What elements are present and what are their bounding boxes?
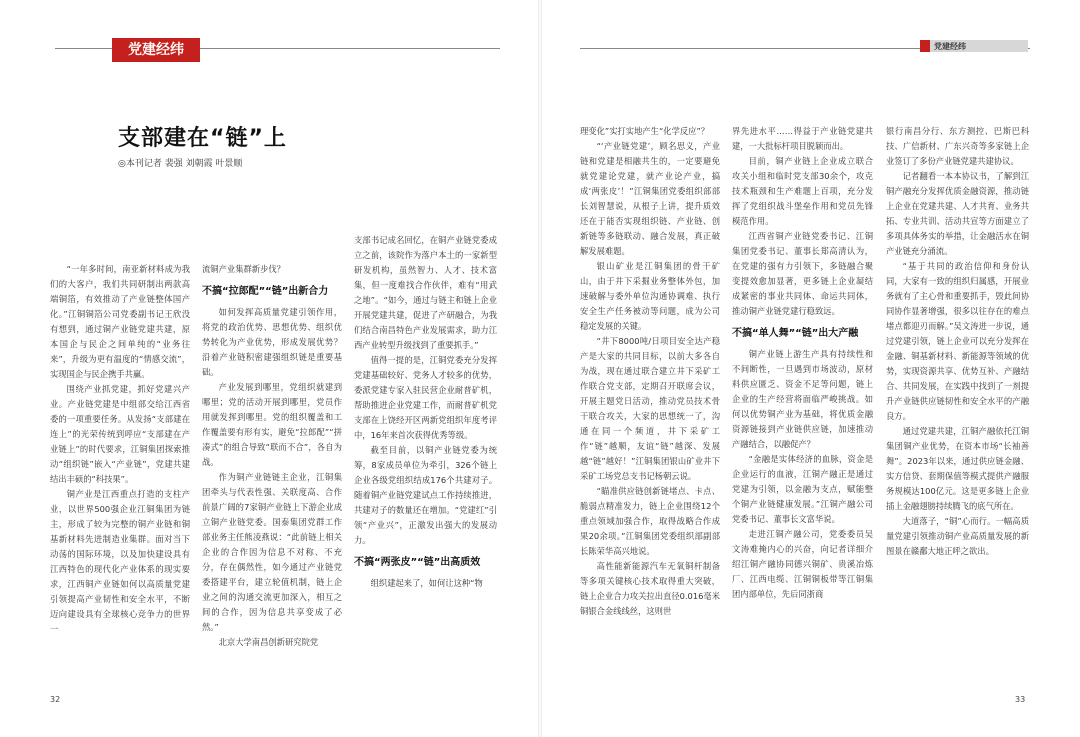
paragraph: 目前，铜产业链上企业成立联合攻关小组和临时党支部30余个，攻克技术瓶颈和生产难题上百项，充分发挥了党组织战斗堡垒作用和党员先锋模范作用。 xyxy=(732,156,873,226)
paragraph: “‘产业链党建’，顾名思义，产业链和党建是相融共生的，一定要避免就党建论党建，就产业论产业，搞成‘两张皮’！”江铜集团党委组织部部长刘智慧说，从根子上讲，提升质效还在于能否实现组织链、产业链、创新链等多链联动、融合发展，真正破解发展难题。 xyxy=(580,141,720,256)
subheading: 不搞“拉郎配”“链”出新合力 xyxy=(202,286,329,297)
left-column-2 xyxy=(202,262,342,682)
header-rule-right xyxy=(200,48,500,49)
paragraph: 铜产业链上游生产具有持续性和不间断性，一旦遇到市场波动，原材料供应匮乏、资金不足等问题，链上企业的生产经营将面临严峻挑战。如何以优势铜产业为基础，将优质金融资源链接到产业链供应链，加速推动产融结合，以融促产？ xyxy=(732,349,873,449)
paragraph: 走进江铜产融公司，党委委员吴文涛难掩内心的兴奋，向记者详细介绍江铜产融协同德兴铜矿、贵溪冶炼厂、江西电缆、江铜铜板带等江铜集团内部单位，先后同浙商 xyxy=(732,529,873,599)
right-column-3 xyxy=(886,124,1029,684)
paragraph: 江西省铜产业链党委书记、江铜集团党委书记、董事长郑高清认为，在党建的强有力引领下，多链融合聚变提效愈加显著，更多链上企业凝结成紧密的事业共同体、命运共同体，推动铜产业链党建行稳致远。 xyxy=(732,231,873,316)
subheading: 不搞“单人舞”“链”出大产融 xyxy=(732,328,859,339)
article-byline: ◎本刊记者 裴强 刘朝霞 叶景顺 xyxy=(118,159,243,169)
paragraph: 北京大学南昌创新研究院党 xyxy=(218,637,319,647)
paragraph: “基于共同的政治信仰和身份认同，大家有一致的组织归属感，开展业务就有了主心骨和重要抓手，毁此间协同协作显著增强，很多以往存在的难点堵点都迎刃而解。”吴文涛进一步说，通过党建引领，链上企业可以充分发挥在金融、铜基新材料、新能源等领域的优势，实现资源共享、优势互补、产融结合、共同发展，在实践中找到了一剂提升产业链供应链韧性和安全水平的产融良方。 xyxy=(886,261,1029,421)
paragraph: 通过党建共建，江铜产融依托江铜集团铜产业优势，在资本市场“长袖善舞”。2023年以来，通过供应链金融、实方信贷、套期保值等模式提供产融服务规模达100亿元。这是更多链上企业插上金融翅膀持续腾飞的底气所在。 xyxy=(886,426,1029,511)
paragraph: 围绕产业抓党建，抓好党建兴产业。产业链党建是中组部交给江西省委的一项重要任务。从发扬“支部建在连上”的光荣传统到呼应“支部建在产业链上”的时代要求，江铜集团探索推动“组织链”嵌入“产业链”，党建共建结出丰硕的“科技果”。 xyxy=(50,384,190,484)
paragraph: 如何发挥高质量党建引领作用，将党的政治优势、思想优势、组织优势转化为产业优势，形成发展优势？沿着产业链积密建强组织链是重要基础。 xyxy=(202,307,342,377)
paragraph: 理变化”实打实地产生“化学反应”？ xyxy=(580,126,710,136)
paragraph: 支部书记成名回忆，在铜产业链党委成立之前，该院作为落户本土的一家新型研发机构，虽然智力、人才、技术富集，但一度难找合作伙伴，难有“用武之地”。“如今，通过与链主和链上企业开展党建共建，促进了产研融合，为我们结合南昌特色产业发展需求，助力江西产业转型升级找到了重要抓手。” xyxy=(354,235,497,350)
page-number: 33 xyxy=(1015,695,1026,704)
paragraph: 大道落子，“铜”心而行。一幅高质量党建引领推动铜产业高质量发展的新图景在赣鄱大地正呼之欲出。 xyxy=(886,516,1029,556)
section-tag: 党建经纬 xyxy=(112,38,200,62)
paragraph: 记者翻看一本本协议书，了解到江铜产融充分发挥优质金融资源，推动链上企业在党建共建、人才共育、业务共拓、专业共训、活动共宣等方面建立了多项具体务实的举措，让金融活水在铜产业链充分涌流。 xyxy=(886,171,1029,256)
header-rule-left xyxy=(55,48,115,49)
paragraph: 产业发展到哪里，党组织就建到哪里；党的活动开展到哪里，党员作用就发挥到哪里。党的组织覆盖和工作覆盖要有形有实，避免“拉郎配”“拼凑式”的组合导致“联而不合”，各自为战。 xyxy=(202,382,342,467)
paragraph: 界先进水平……得益于产业链党建共建，一大批标杆项目脱颖而出。 xyxy=(732,126,873,151)
article-title: 支部建在“链”上 xyxy=(118,126,287,151)
right-column-1 xyxy=(580,124,720,684)
paragraph: 银行南昌分行、东方测控、巴斯巴科技、广信新材、广东兴奇等多家链上企业签订了多份产业链党建共建协议。 xyxy=(886,126,1029,166)
left-column-1 xyxy=(50,262,190,662)
paragraph: 银山矿业是江铜集团的骨干矿山，由于井下采掘业务整体外包，加速破解与委外单位沟通协调难、执行安全生产任务被动等问题，成为公司稳定发展的关键。 xyxy=(580,261,720,331)
paragraph: “一年多时间，南亚新材料成为我们的大客户，我们共同研制出两款高端铜箔，有效推动了产业链整体国产化。”江铜铜箔公司党委副书记王欣没有想到，通过铜产业链党建共建，原本国企与民企之间单纯的“业务往来”，升级为更有温度的“情感交流”，实现国企与民企携手共赢。 xyxy=(50,264,190,379)
paragraph: 高性能新能源汽车无氧铜杆制备等多项关键核心技术取得重大突破，链上企业合力攻关拉出直径0.016毫米铜银合金线线丝，这则世 xyxy=(580,561,720,616)
section-tag: 党建经纬 xyxy=(920,40,1028,52)
paragraph: 作为铜产业链链主企业，江铜集团牵头与代表性强、关联度高、合作前景广阔的7家铜产业链上下游企业成立铜产业链党委。国泰集团党群工作部业务主任熊凌燕说：“此前链上相关企业的合作因为信息不对称、不充分，存在偶然性，如今通过产业链党委搭建平台，建立轮值机制，链上企业之间的沟通交流更加深入，相互之间的合作，因为信息共享变成了必然。” xyxy=(202,472,342,632)
paragraph: “瞄准供应链创新链堵点、卡点、脆弱点精准发力，链上企业围绕12个重点领域加强合作，取得战略合作成果20余项。”江铜集团党委组织部副部长陈荣华高兴地说。 xyxy=(580,486,720,556)
paragraph: “金融是实体经济的血脉，资金是企业运行的血液，江铜产融正是通过党建为引领，以金融为支点，赋能整个铜产业链健康发展。”江铜产融公司党委书记、董事长文富华说。 xyxy=(732,454,873,524)
page-number: 32 xyxy=(50,695,61,704)
paragraph: 组织建起来了，如何让这种“物 xyxy=(370,578,483,588)
paragraph: 流铜产业集群新步伐？ xyxy=(202,264,285,274)
paragraph: “井下8000吨/日项目安全达产稳产是大家的共同目标，以前大多各自为战，现在通过联合建立井下采矿工作联合党支部，定期召开联席会议，开展主题党日活动，推动党员技术骨干联合攻关，大家的思想统一了，沟通在同一个频道，井下采矿工作“链”越顺，友谊“链”越深、发展越“链”越好！”江铜集团银山矿业井下采矿工场党总支书记杨朝云说。 xyxy=(580,336,720,481)
paragraph: 截至目前，以铜产业链党委为统筹，8家成员单位为牵引，326个链上企业各级党组织结成176个共建对子。随着铜产业链党建试点工作持续推进，共建对子的数量还在增加。“党建红”引领“产业兴”，正激发出强大的发展动力。 xyxy=(354,445,497,545)
paragraph: 铜产业是江西重点打造的支柱产业，以世界500强企业江铜集团为链主，形成了较为完整的铜产业链和铜基新材料先进制造业集群。面对当下动荡的国际环境，以及加快建设具有江西特色的现代化产业体系的现实要求，江西铜产业链如何以高质量党建引领提高产业韧性和安全水平，不断迈向建设具有全球核心竞争力的世界一 xyxy=(50,489,190,634)
paragraph: 值得一提的是，江铜党委充分发挥党建基础较好、党务人才较多的优势，委派党建专家入驻民营企业耐普矿机，帮助推进企业党建工作，而耐普矿机党支部在上饶经开区两新党组织年度考评中，16年来首次获得优秀等级。 xyxy=(354,355,497,440)
left-column-3 xyxy=(354,233,497,663)
right-column-2 xyxy=(732,124,873,684)
subheading: 不搞“两张皮”“链”出高质效 xyxy=(354,557,481,568)
right-page xyxy=(540,0,1080,737)
